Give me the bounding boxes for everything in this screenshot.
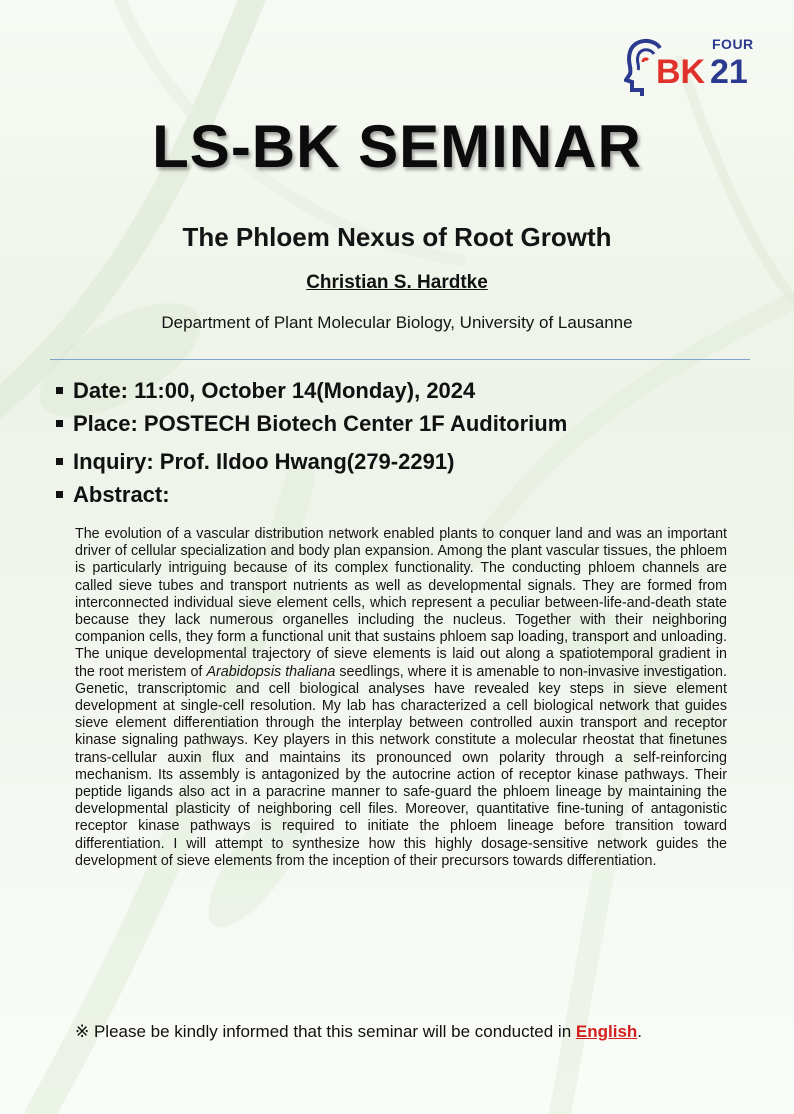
abstract-species: Arabidopsis thaliana xyxy=(206,663,336,680)
abstract-body xyxy=(75,526,727,870)
abstract-part1: The evolution of a vascular distribution network enabled plants to conquer land and was an important driver of cellular specialization and body plan expansion. Among the plant vascular tissues, the phloem is particularly intriguing because of its complex functionality. The conducting phloem channels are called sieve tubes and transport nutrients as well as developmental signals. They are formed from interconnected individual sieve element cells, which represent a peculiar between-life-and-death state because they lack numerous organelles including the nucleus. Together with their neighboring companion cells, they form a functional unit that sustains phloem sap loading, transport and unloading. The unique developmental trajectory of sieve elements is laid out along a spatiotemporal gradient in the root meristem of xyxy=(75,526,727,680)
bullet-icon xyxy=(56,387,63,394)
talk-title: The Phloem Nexus of Root Growth xyxy=(182,222,612,252)
logo-bk-text: BK xyxy=(656,53,706,91)
date-text: Date: 11:00, October 14(Monday), 2024 xyxy=(73,378,476,403)
language-notice xyxy=(75,1022,755,1042)
divider xyxy=(50,359,750,360)
notice-language: English xyxy=(575,1022,638,1041)
bullet-icon xyxy=(56,458,63,465)
bk21-four-logo xyxy=(624,34,754,98)
speaker-name: Christian S. Hardtke xyxy=(306,272,488,293)
notice-suffix: . xyxy=(637,1022,643,1041)
speaker-affiliation: Department of Plant Molecular Biology, University of Lausanne xyxy=(161,313,633,332)
info-place xyxy=(56,409,567,439)
abstract-part2: seedlings, where it is amenable to non-invasive investigation. Genetic, transcriptomic and cell biological analyses have revealed key steps in sieve element development at single-cell resolution. My lab has characterized a cell biological network that guides sieve element differentiation through the interplay between controlled auxin transport and receptor kinase signaling pathways. Key players in this network constitute a molecular rheostat that finetunes trans-cellular auxin flux and maintains its pronounced own polarity through a self-reinforcing mechanism. Its assembly is antagonized by the autocrine action of receptor kinase pathways. Their peptide ligands also act in a paracrine manner to safe-guard the phloem lineage by maintaining the developmental plasticity of neighboring cell files. Moreover, quantitative fine-tuning of antagonistic receptor kinase pathways is required to initiate the phloem lineage before transition toward differentiation. I will attempt to synthesize how this highly dosage-sensitive network guides the development of sieve elements from the inception of their precursors towards differentiation. xyxy=(75,663,727,869)
inquiry-text: Inquiry: Prof. Ildoo Hwang(279-2291) xyxy=(73,449,455,474)
place-text: Place: POSTECH Biotech Center 1F Auditorium xyxy=(73,411,568,436)
info-date xyxy=(56,376,475,406)
abstract-label: Abstract: xyxy=(73,482,170,507)
info-inquiry xyxy=(56,447,454,477)
bullet-icon xyxy=(56,420,63,427)
info-abstract-heading xyxy=(56,480,170,510)
seminar-title: LS-BK SEMINAR xyxy=(152,113,642,180)
notice-prefix: ※ Please be kindly informed that this seminar will be conducted in xyxy=(75,1022,576,1041)
logo-four-text: FOUR xyxy=(712,36,754,52)
logo-21-text: 21 xyxy=(710,53,748,91)
bullet-icon xyxy=(56,491,63,498)
